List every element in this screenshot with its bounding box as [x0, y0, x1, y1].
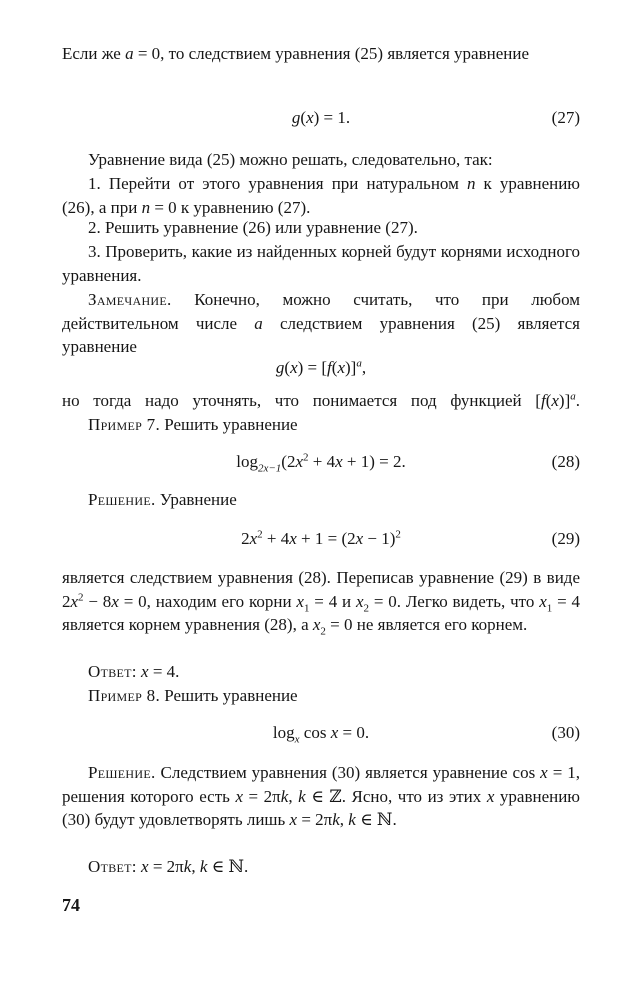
math-subscript: 2 — [363, 601, 370, 614]
math-subscript: 1 — [303, 601, 310, 614]
solution-label: Решение. — [88, 490, 156, 509]
text: ( — [331, 358, 338, 377]
text: Следствием уравнения (30) является уравнение cos — [155, 763, 541, 782]
math-var: n — [141, 197, 151, 217]
example-7-heading — [62, 413, 580, 437]
math-var: k — [183, 857, 192, 876]
text: , — [339, 810, 349, 829]
text: является следствием уравнения (28). Переписав уравнение (29) в виде 2 — [62, 568, 580, 611]
text: = 1, решения которого есть — [62, 763, 580, 806]
math-var: x — [295, 452, 304, 471]
text: . — [575, 391, 580, 410]
text: Конечно, можно считать, что при любом действительном числе — [62, 290, 580, 333]
text: уравнению (30) будут удовлетворять лишь — [62, 786, 581, 829]
math-var: k — [348, 810, 356, 829]
text: + 4 — [308, 452, 336, 471]
text: но тогда надо уточнять, что понимается под функцией [ — [62, 391, 541, 410]
solution-label: Решение. — [88, 763, 156, 782]
text: 1. Перейти от этого уравнения при натуральном — [88, 174, 467, 193]
text: + 1) = 2. — [342, 452, 406, 471]
text: = 2π — [297, 810, 333, 829]
step-3 — [62, 240, 580, 287]
equation-30 — [62, 721, 580, 745]
math-var: g — [291, 108, 301, 127]
text: = 4 является корнем уравнения (28), а — [62, 591, 581, 634]
text: = 4 и — [309, 591, 356, 611]
math-exponent: 2 — [395, 528, 401, 541]
text: ∈ ℕ. — [207, 857, 249, 876]
math-var: x — [486, 786, 495, 806]
text: = 2π — [148, 857, 184, 876]
text: Если же — [62, 44, 126, 63]
example-8-heading — [62, 684, 580, 708]
text: + 4 — [262, 529, 290, 548]
step-1 — [62, 172, 580, 219]
step-2 — [62, 216, 580, 240]
text: , — [361, 358, 367, 377]
math-var: f — [327, 358, 332, 377]
answer-8 — [62, 855, 580, 879]
equation-formula — [62, 450, 580, 474]
text: , — [288, 786, 299, 806]
math-exponent: 2 — [303, 451, 309, 464]
text: )] — [345, 358, 357, 377]
math-var: x — [235, 786, 243, 806]
solution-7-heading — [62, 488, 580, 512]
text: ( — [300, 108, 307, 127]
text: = 0, находим его корни — [118, 591, 297, 611]
math-var: x — [330, 723, 339, 742]
text: ) = 1. — [313, 108, 351, 127]
math-var: k — [298, 786, 306, 806]
text: , — [191, 857, 200, 876]
math-var: x — [249, 529, 258, 548]
math-var: x — [70, 591, 79, 611]
answer-label: Ответ: — [88, 857, 137, 876]
math-var: x — [355, 591, 364, 611]
paragraph-intro — [62, 42, 580, 66]
text: + 1 = (2 — [296, 529, 356, 548]
text: ( — [284, 358, 291, 377]
math-exponent: 2 — [78, 590, 84, 603]
math-var: x — [306, 108, 314, 127]
paragraph-solution-7 — [62, 566, 580, 637]
math-exponent: a — [570, 390, 576, 403]
equation-29 — [62, 527, 580, 551]
text: log — [236, 452, 258, 471]
remark-heading: Замечание. — [88, 290, 172, 309]
text: ∈ ℕ. — [355, 810, 397, 829]
math-exponent: a — [356, 357, 362, 370]
text: следствием уравнения (25) является уравнение — [62, 313, 580, 356]
math-var: x — [296, 591, 304, 611]
text: = 0 к уравнению (27). — [150, 197, 311, 217]
math-var: x — [290, 358, 298, 377]
math-subscript: 2x−1 — [257, 462, 282, 475]
math-exponent: 2 — [257, 528, 263, 541]
equation-number: (30) — [551, 723, 580, 742]
text: − 1) — [363, 529, 396, 548]
text: ) = [ — [297, 358, 328, 377]
text: ( — [545, 391, 552, 410]
text: = 0, то следствием уравнения (25) является уравнение — [133, 44, 530, 63]
text: Уравнение — [155, 490, 237, 509]
text: Решить уравнение — [160, 686, 298, 705]
math-var: x — [551, 391, 559, 410]
text: Решить уравнение — [160, 415, 298, 434]
math-var: x — [540, 763, 548, 782]
text: − 8 — [83, 591, 112, 611]
text: 2 — [241, 529, 250, 548]
equation-formula — [62, 356, 580, 380]
text: 3. Проверить, какие из найденных корней будут корнями исходного уравнения. — [62, 242, 580, 285]
equation-number: (27) — [551, 108, 580, 127]
equation-number: (29) — [551, 529, 580, 548]
text: (2 — [281, 452, 296, 471]
text: cos — [299, 723, 331, 742]
math-var: k — [199, 857, 208, 876]
math-subscript: 2 — [320, 625, 326, 638]
example-label: Пример 8. — [88, 686, 160, 705]
paragraph-remark-end — [62, 389, 580, 413]
text: ∈ ℤ. Ясно, что из этих — [305, 786, 487, 806]
math-var: f — [540, 391, 546, 410]
equation-formula — [62, 106, 580, 130]
text: = 0. Легко видеть, что — [369, 591, 540, 611]
equation-remark — [62, 356, 580, 380]
text: Уравнение вида (25) можно решать, следовательно, так: — [88, 150, 493, 169]
text: = 0. — [338, 723, 370, 742]
answer-7 — [62, 660, 580, 684]
math-var: x — [141, 857, 149, 876]
text: )] — [558, 391, 571, 410]
math-var: x — [289, 810, 298, 829]
math-var: x — [355, 529, 364, 548]
paragraph-solution-8 — [62, 761, 580, 832]
paragraph-method — [62, 148, 580, 172]
math-subscript: x — [294, 733, 300, 746]
math-subscript: 1 — [546, 601, 553, 614]
example-label: Пример 7. — [88, 415, 160, 434]
equation-formula — [62, 721, 580, 745]
text: 2. Решить уравнение (26) или уравнение (27). — [88, 218, 418, 237]
math-var: x — [337, 358, 345, 377]
math-var: x — [312, 615, 321, 634]
math-var: a — [125, 44, 134, 63]
equation-formula — [62, 527, 580, 551]
text: = 0 не является его корнем. — [325, 615, 528, 634]
text: = 4. — [148, 662, 180, 681]
paragraph-remark — [62, 288, 580, 359]
text: к уравнению (26), а при — [62, 174, 581, 217]
math-var: x — [141, 662, 149, 681]
math-var: x — [539, 591, 547, 611]
math-var: a — [254, 313, 263, 333]
math-var: x — [335, 452, 343, 471]
math-var: x — [289, 529, 297, 548]
math-var: k — [332, 810, 340, 829]
answer-label: Ответ: — [88, 662, 137, 681]
text: = 2π — [243, 786, 281, 806]
math-var: k — [280, 786, 289, 806]
math-var: n — [466, 174, 476, 193]
page-number: 74 — [62, 895, 80, 915]
equation-number: (28) — [551, 452, 580, 471]
math-var: x — [111, 591, 119, 611]
equation-28 — [62, 450, 580, 474]
math-var: g — [275, 358, 285, 377]
equation-27 — [62, 106, 580, 130]
text: log — [272, 723, 295, 742]
